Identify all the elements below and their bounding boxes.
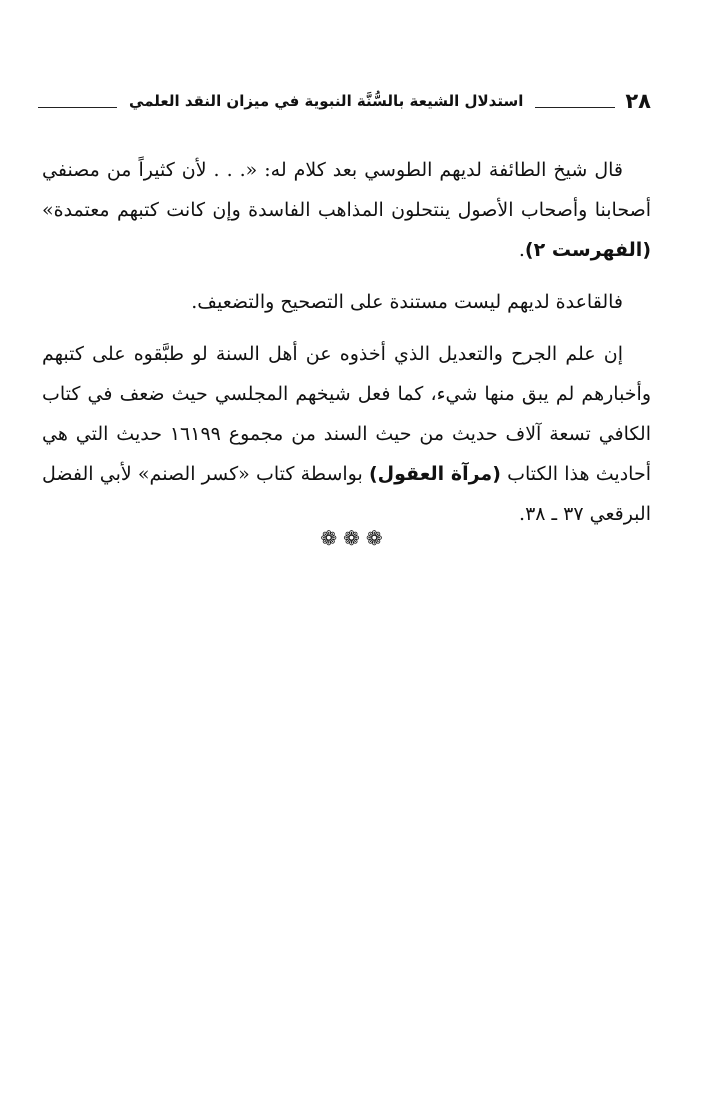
paragraph-text: إن علم الجرح والتعديل الذي أخذوه عن أهل السنة لو طبَّقوه على كتبهم وأخبارهم لم يبق منها شيء، كما فعل شيخهم المجلسي حيث ضعف في كتاب الكافي تسعة آلاف حديث من حيث السند من مجموع ١٦١٩٩ حديث التي هي أحاديث هذا الكتاب: [42, 343, 651, 485]
page-number: ٢٨: [625, 89, 651, 113]
paragraph-rule-statement: فالقاعدة لديهم ليست مستندة على التصحيح والتضعيف.: [191, 291, 623, 313]
header-rule-long: [38, 107, 117, 108]
flower-ornament-icon: ❁: [320, 526, 338, 550]
page-header: [38, 86, 651, 116]
paragraph-jarh-tadil: [42, 334, 651, 534]
paragraph-text: قال شيخ الطائفة لديهم الطوسي بعد كلام له: «. . . لأن كثيراً من مصنفي أصحابنا وأصحاب الأصول ينتحلون المذاهب الفاسدة وإن كانت كتبهم معتمدة»: [42, 159, 651, 221]
flower-ornament-icon: ❁: [343, 526, 360, 550]
flower-ornament-icon: ❁: [365, 526, 383, 550]
running-title: استدلال الشيعة بالسُّنَّة النبوية في ميزان النقد العلمي: [129, 92, 524, 110]
header-rule-short: [535, 107, 615, 108]
citation-fihrist: (الفهرست ٢): [524, 239, 651, 261]
citation-mirat-al-uqul: (مرآة العقول): [368, 463, 501, 485]
section-end-ornament: [0, 526, 703, 550]
body-text: [42, 150, 651, 546]
paragraph-text-end: .: [518, 239, 525, 261]
paragraph-tusi-quote: [42, 150, 651, 270]
paragraph-text-end: بواسطة كتاب «كسر الصنم» لأبي الفضل البرقعي ٣٧ ـ ٣٨.: [42, 463, 651, 525]
